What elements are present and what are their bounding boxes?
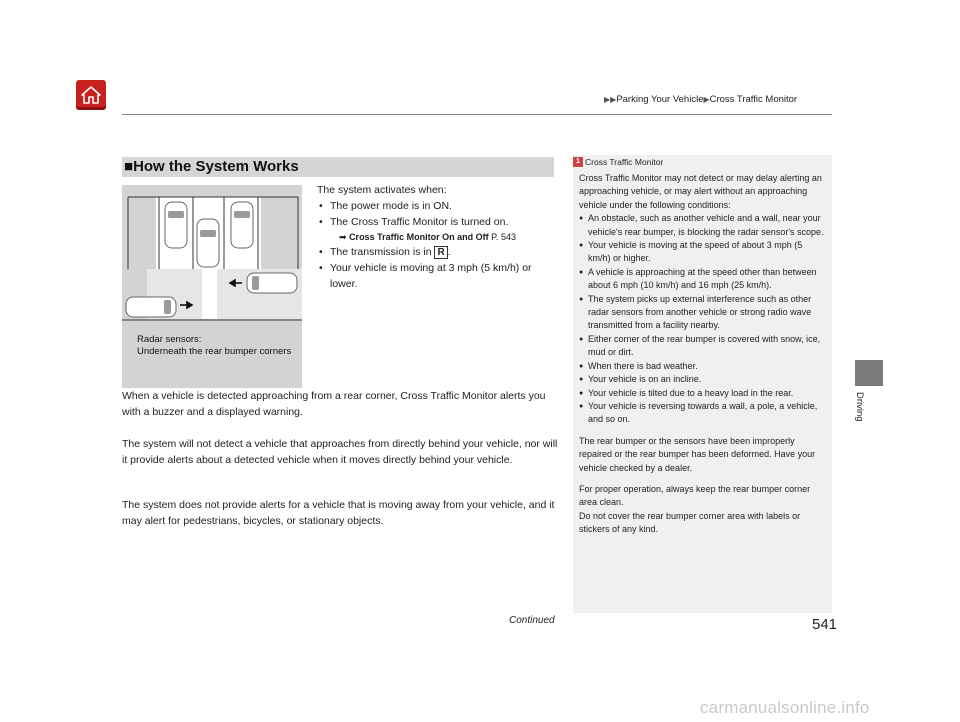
- note-title: [573, 157, 663, 167]
- breadcrumb-arrow-icon: ▶▶: [604, 95, 617, 104]
- reverse-gear-key: R: [434, 246, 447, 259]
- list-item: ● Your vehicle is on an incline.: [579, 373, 827, 386]
- section-header: ■How the System Works: [122, 157, 554, 177]
- home-icon: [80, 85, 102, 105]
- home-button[interactable]: [76, 80, 106, 110]
- note-paragraph-cover: Do not cover the rear bumper corner area with labels or stickers of any kind.: [579, 510, 801, 535]
- caption-line-1: Radar sensors:: [137, 334, 202, 345]
- list-item: ● When there is bad weather.: [579, 360, 827, 373]
- conditions-lead: The system activates when:: [317, 184, 447, 196]
- chapter-label: Driving: [854, 392, 865, 422]
- breadcrumb: [604, 94, 797, 105]
- paragraph-detection: When a vehicle is detected approaching from a rear corner, Cross Traffic Monitor alerts you with a buzzer and a displayed warning.: [122, 390, 546, 418]
- cross-reference[interactable]: [317, 230, 557, 244]
- note-box: [573, 155, 832, 613]
- watermark: carmanualsonline.info: [700, 698, 870, 717]
- note-intro: Cross Traffic Monitor may not detect or may delay alerting an approaching vehicle, or may alert without an approaching vehicle under the following conditions:: [579, 173, 822, 210]
- parking-illustration: [122, 185, 302, 330]
- figure-caption: [137, 334, 302, 358]
- section-title: How the System Works: [133, 158, 299, 175]
- page-number: 541: [812, 616, 838, 633]
- reference-page: P. 543: [491, 232, 516, 242]
- paragraph-alerts: The system does not provide alerts for a vehicle that is moving away from your vehicle, and it may alert for pedestrians, bicycles, or stationary objects.: [122, 499, 555, 527]
- paragraph-limitations: The system will not detect a vehicle that approaches from directly behind your vehicle, nor will it provide alerts about a detected vehicle when it moves directly behind your vehicle.: [122, 438, 558, 466]
- list-item: • The Cross Traffic Monitor is turned on.: [317, 214, 557, 230]
- header-divider: [122, 114, 832, 115]
- continued-label: Continued: [509, 615, 555, 626]
- breadcrumb-link-parking[interactable]: Parking Your Vehicle: [616, 94, 704, 105]
- list-item: ● Your vehicle is moving at the speed of about 3 mph (5 km/h) or higher.: [579, 239, 827, 266]
- list-item: • The transmission is in R .: [317, 244, 557, 260]
- note-paragraph-clean: For proper operation, always keep the rear bumper corner area clean.: [579, 483, 811, 508]
- list-item: ● An obstacle, such as another vehicle and a wall, near your vehicle's rear bumper, is blocking the radar sensor's scope.: [579, 212, 827, 239]
- list-item: • Your vehicle is moving at 3 mph (5 km/h) or lower.: [317, 260, 557, 292]
- list-item: ● Your vehicle is tilted due to a heavy load in the rear.: [579, 387, 827, 400]
- list-item: ● Either corner of the rear bumper is covered with snow, ice, mud or dirt.: [579, 333, 827, 360]
- list-item: ● The system picks up external interference such as other radar sensors from another vehicle or strong radio wave transmitted from a facility nearby.: [579, 293, 827, 333]
- note-marker-icon: 1: [573, 157, 583, 167]
- reference-title: Cross Traffic Monitor On and Off: [349, 232, 489, 242]
- chapter-tab[interactable]: [855, 360, 883, 386]
- conditions-list: [317, 198, 557, 230]
- list-item: ● Your vehicle is reversing towards a wall, a pole, a vehicle, and so on.: [579, 400, 827, 427]
- list-item: ● A vehicle is approaching at the speed other than between about 6 mph (10 km/h) and 16 mph (25 km/h).: [579, 266, 827, 293]
- list-item: • The power mode is in ON.: [317, 198, 557, 214]
- parking-diagram: [122, 185, 302, 388]
- conditions-list-2: [317, 244, 557, 292]
- transmission-text: The transmission is in: [330, 246, 432, 258]
- activation-conditions: [317, 182, 557, 292]
- reference-arrow-icon: ➡︎: [339, 232, 347, 242]
- note-paragraph-repair: The rear bumper or the sensors have been improperly repaired or the rear bumper has been deformed. Have your vehicle checked by a dealer.: [579, 435, 816, 473]
- note-body: [579, 172, 827, 537]
- note-list: [579, 212, 827, 427]
- breadcrumb-current: Cross Traffic Monitor: [709, 94, 798, 105]
- caption-line-2: Underneath the rear bumper corners: [137, 346, 292, 357]
- breadcrumb-arrow-icon: ▶: [703, 95, 710, 104]
- note-title-text: Cross Traffic Monitor: [585, 157, 664, 167]
